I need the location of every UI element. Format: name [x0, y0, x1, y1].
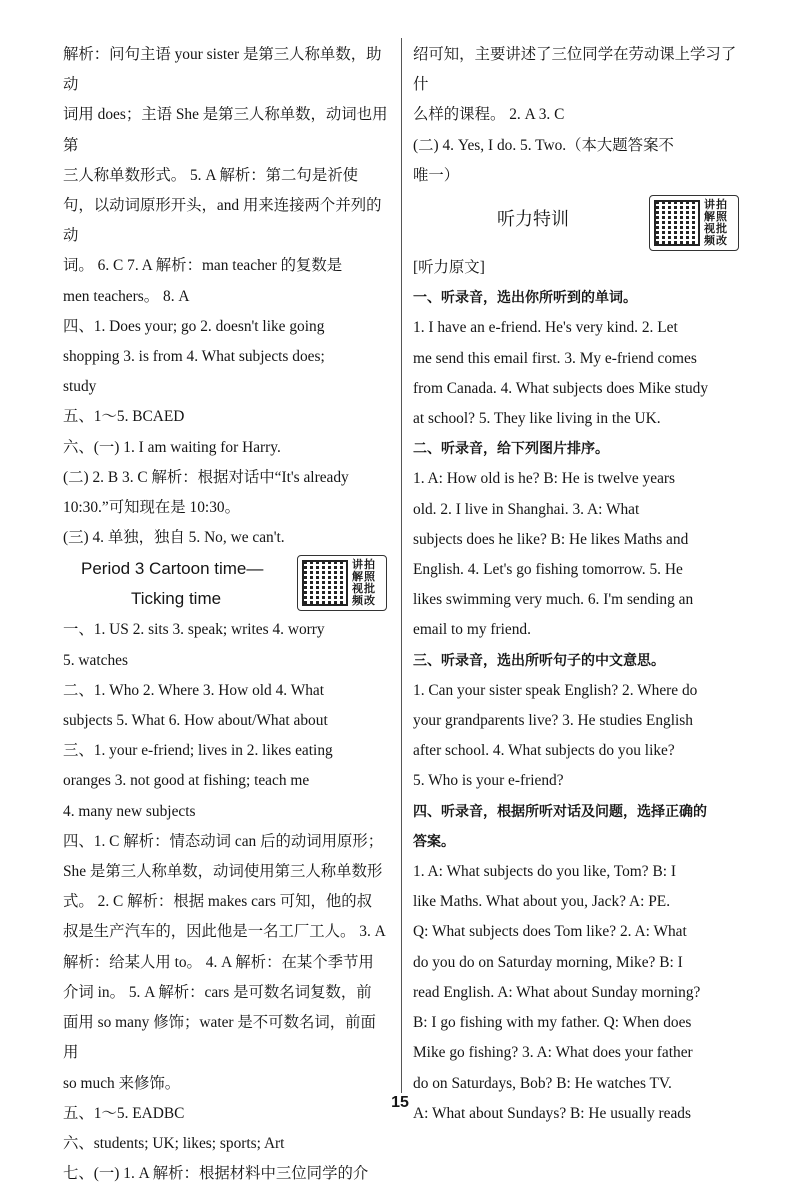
- page-number: 15: [391, 1094, 409, 1111]
- text-line: 么样的课程。 2. A 3. C: [413, 106, 565, 124]
- text-line: (二) 4. Yes, I do. 5. Two.（本大题答案不: [413, 136, 674, 154]
- text-line: 介词 in。 5. A 解析：cars 是可数名词复数，前: [63, 983, 372, 1001]
- text-line: do on Saturdays, Bob? B: He watches TV.: [413, 1074, 672, 1092]
- text-line: 三、1. your e-friend; lives in 2. likes eating: [63, 742, 333, 760]
- text-line: 绍可知，主要讲述了三位同学在劳动课上学习了什: [413, 46, 737, 94]
- text-line: study: [63, 378, 97, 396]
- text-line: 叔是生产汽车的，因此他是一名工厂工人。 3. A: [63, 923, 386, 941]
- text-line: (三) 4. 单独，独自 5. No, we can't.: [63, 529, 285, 547]
- text-line: 五、1～5. BCAED: [63, 408, 185, 426]
- text-line: 七、(一) 1. A 解析：根据材料中三位同学的介: [63, 1165, 369, 1183]
- text-line: subjects does he like? B: He likes Maths and: [413, 530, 689, 548]
- section-heading: 四、听录音，根据所听对话及问题，选择正确的: [413, 803, 707, 820]
- section-heading: 二、听录音，给下列图片排序。: [413, 441, 609, 458]
- qr-code-box[interactable]: [649, 195, 739, 251]
- section-title-line2: Ticking time: [131, 589, 222, 609]
- text-line: your grandparents live? 3. He studies English: [413, 712, 693, 730]
- section-heading: 答案。: [413, 833, 455, 850]
- text-line: 词用 does；主语 She 是第三人称单数，动词也用第: [63, 106, 388, 154]
- text-line: likes swimming very much. 6. I'm sending an: [413, 591, 694, 609]
- text-line: She 是第三人称单数，动词使用第三人称单数形: [63, 863, 383, 881]
- text-line: English. 4. Let's go fishing tomorrow. 5. He: [413, 561, 683, 579]
- right-column: [413, 40, 743, 1129]
- text-line: like Maths. What about you, Jack? A: PE.: [413, 893, 671, 911]
- qr-code-box[interactable]: [297, 555, 387, 611]
- text-line: (二) 2. B 3. C 解析：根据对话中“It's already: [63, 468, 349, 486]
- text-line: Mike go fishing? 3. A: What does your father: [413, 1044, 693, 1062]
- text-line: 唯一）: [413, 166, 460, 184]
- text-line: from Canada. 4. What subjects does Mike study: [413, 379, 709, 397]
- section-title: [63, 553, 391, 615]
- listening-title: 听力特训: [497, 209, 569, 231]
- text-line: 解析：给某人用 to。 4. A 解析：在某个季节用: [63, 953, 374, 971]
- text-line: [听力原文]: [413, 259, 485, 277]
- text-line: 一、1. US 2. sits 3. speak; writes 4. worry: [63, 621, 325, 639]
- text-line: do you do on Saturday morning, Mike? B: I: [413, 953, 683, 971]
- text-line: 六、(一) 1. I am waiting for Harry.: [63, 438, 281, 456]
- text-line: men teachers。 8. A: [63, 287, 190, 305]
- section-title-line1: Period 3 Cartoon time—: [81, 559, 264, 579]
- text-line: 5. Who is your e-friend?: [413, 772, 564, 790]
- section-heading: 三、听录音，选出所听句子的中文意思。: [413, 652, 665, 669]
- text-line: B: I go fishing with my father. Q: When does: [413, 1014, 692, 1032]
- text-line: after school. 4. What subjects do you like?: [413, 742, 675, 760]
- qr-label: 讲拍解照视批频改: [704, 198, 728, 248]
- qr-code-icon: [654, 200, 700, 246]
- text-line: 1. A: How old is he? B: He is twelve years: [413, 470, 676, 488]
- qr-label: 讲拍解照视批频改: [352, 558, 376, 608]
- text-line: 句，以动词原形开头，and 用来连接两个并列的动: [63, 197, 382, 245]
- text-line: old. 2. I live in Shanghai. 3. A: What: [413, 500, 640, 518]
- text-line: subjects 5. What 6. How about/What about: [63, 712, 328, 730]
- text-line: 六、students; UK; likes; sports; Art: [63, 1134, 285, 1152]
- text-line: 四、1. C 解析：情态动词 can 后的动词用原形；: [63, 832, 384, 850]
- text-line: me send this email first. 3. My e-friend comes: [413, 349, 697, 367]
- text-line: Q: What subjects does Tom like? 2. A: What: [413, 923, 687, 941]
- text-line: A: What about Sundays? B: He usually reads: [413, 1104, 691, 1122]
- text-line: 词。 6. C 7. A 解析：man teacher 的复数是: [63, 257, 343, 275]
- text-line: 五、1～5. EADBC: [63, 1104, 185, 1122]
- text-line: 四、1. Does your; go 2. doesn't like going: [63, 317, 325, 335]
- text-line: read English. A: What about Sunday morning?: [413, 983, 701, 1001]
- text-line: 式。 2. C 解析：根据 makes cars 可知，他的叔: [63, 893, 373, 911]
- text-line: oranges 3. not good at fishing; teach me: [63, 772, 310, 790]
- text-line: 1. A: What subjects do you like, Tom? B: I: [413, 863, 676, 881]
- text-line: 1. Can your sister speak English? 2. Where do: [413, 681, 698, 699]
- text-line: 4. many new subjects: [63, 802, 196, 820]
- text-line: 10:30.”可知现在是 10:30。: [63, 499, 240, 517]
- left-column: [63, 40, 391, 1189]
- text-line: 解析：问句主语 your sister 是第三人称单数，助动: [63, 46, 382, 94]
- listening-section-title: [413, 191, 743, 253]
- text-line: shopping 3. is from 4. What subjects does;: [63, 348, 325, 366]
- text-line: 5. watches: [63, 651, 128, 669]
- text-line: email to my friend.: [413, 621, 531, 639]
- text-line: 三人称单数形式。 5. A 解析：第二句是祈使: [63, 166, 358, 184]
- section-heading: 一、听录音，选出你所听到的单词。: [413, 290, 637, 307]
- qr-code-icon: [302, 560, 348, 606]
- text-line: 面用 so many 修饰；water 是不可数名词，前面用: [63, 1014, 376, 1062]
- text-line: so much 来修饰。: [63, 1074, 181, 1092]
- text-line: at school? 5. They like living in the UK.: [413, 410, 661, 428]
- text-line: 二、1. Who 2. Where 3. How old 4. What: [63, 681, 325, 699]
- text-line: 1. I have an e-friend. He's very kind. 2. Let: [413, 319, 678, 337]
- column-divider: [401, 38, 402, 1093]
